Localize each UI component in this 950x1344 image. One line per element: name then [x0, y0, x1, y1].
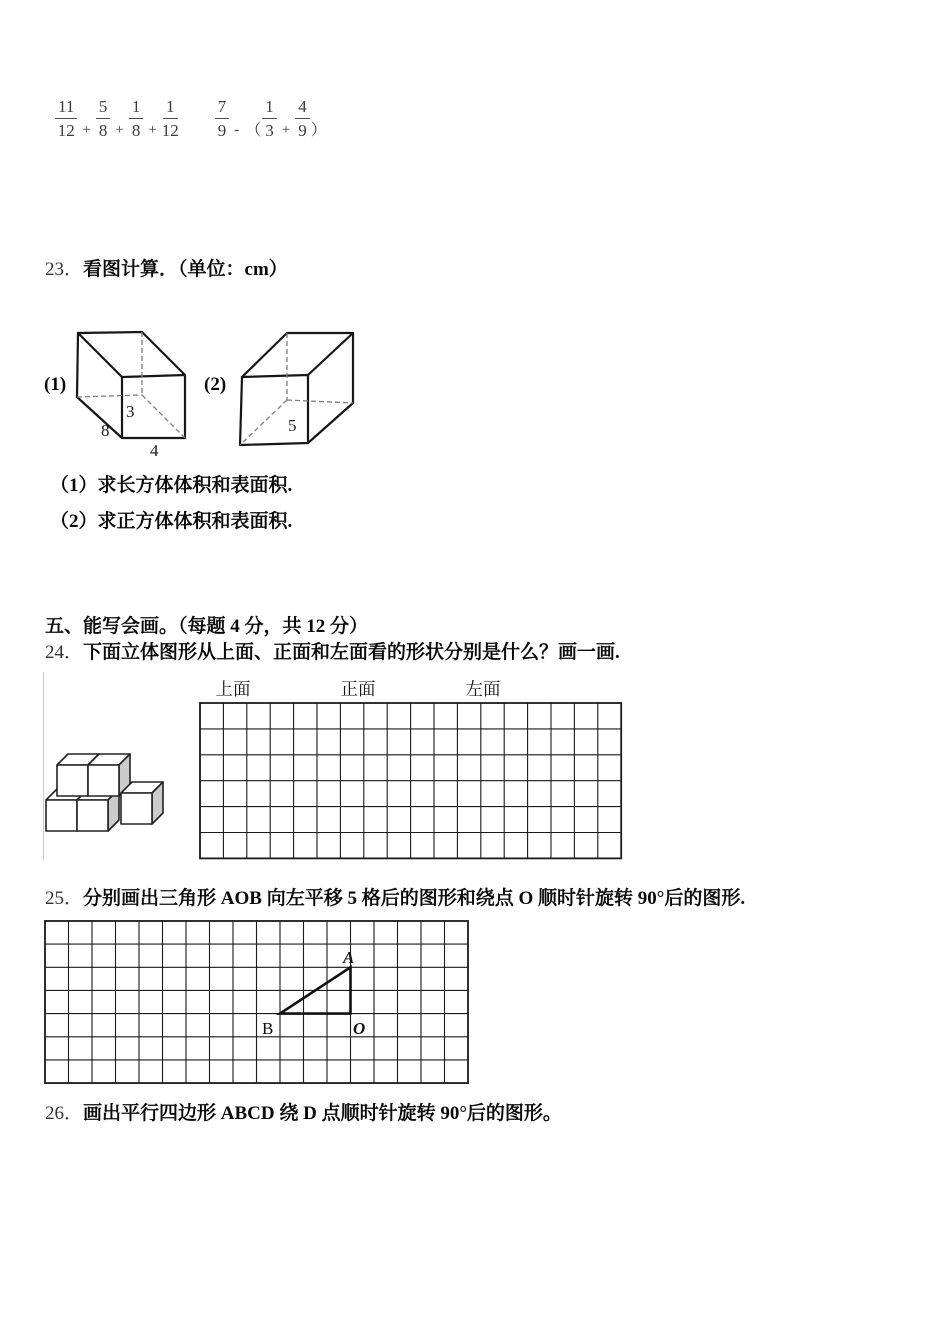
fraction	[55, 96, 77, 141]
fraction-denominator: 9	[298, 121, 307, 140]
left-paren: （	[245, 122, 262, 139]
fraction-numerator: 5	[96, 96, 111, 119]
cube-stack-figure	[40, 745, 175, 845]
figure-1-label: (1)	[44, 374, 67, 395]
plus-operator: +	[148, 122, 157, 138]
fraction	[96, 96, 111, 141]
question-25-line	[45, 887, 745, 911]
minus-operator: -	[234, 122, 240, 138]
question-23-figures	[40, 318, 380, 468]
fraction-denominator: 9	[217, 121, 227, 140]
fraction-expression-2	[215, 96, 328, 141]
triangle-aob-figure	[44, 920, 470, 1086]
question-26-number: 26．	[45, 1103, 84, 1124]
fraction-numerator: 1	[262, 96, 277, 119]
question-23-line	[45, 258, 288, 282]
fraction-numerator: 4	[295, 96, 310, 119]
fraction-numerator: 1	[129, 96, 144, 119]
plus-operator: +	[115, 122, 124, 138]
cuboid-width-label: 4	[150, 441, 159, 460]
fraction-denominator: 12	[57, 121, 75, 140]
question-23-number: 23．	[45, 259, 84, 280]
fraction-numerator: 11	[55, 96, 77, 119]
cuboid-height-label: 3	[126, 402, 135, 421]
view-label-left: 左面	[465, 679, 501, 699]
question-23-sub2-text: （2）求正方体体积和表面积.	[50, 511, 293, 532]
view-label-top: 上面	[215, 679, 251, 699]
section-5-header	[45, 615, 368, 639]
fraction-denominator: 12	[161, 121, 179, 140]
fraction	[215, 96, 230, 141]
question-25-text: 分别画出三角形 AOB 向左平移 5 格后的图形和绕点 O 顺时针旋转 90°后的图形.	[83, 888, 746, 909]
fraction	[129, 96, 144, 141]
fraction-numerator: 1	[163, 96, 178, 119]
cube-edge-label: 5	[288, 416, 297, 435]
question-24-number: 24．	[45, 642, 84, 663]
fraction-calculations	[55, 96, 328, 141]
fraction-denominator: 3	[265, 121, 274, 140]
vertex-a-label: A	[343, 948, 355, 967]
question-24-line	[45, 641, 620, 665]
vertex-o-label: O	[353, 1019, 366, 1038]
cuboid-depth-label: 8	[101, 421, 110, 440]
right-paren: ）	[310, 122, 327, 139]
triangle-aob	[280, 967, 351, 1013]
fraction-expression-1	[55, 96, 179, 141]
fraction-numerator: 7	[215, 96, 230, 119]
question-25-number: 25．	[45, 888, 84, 909]
question-26-line	[45, 1102, 562, 1126]
plus-operator: +	[82, 122, 91, 138]
figure-2-label: (2)	[204, 374, 227, 395]
fraction-denominator: 8	[98, 121, 108, 140]
question-24-drawing-grid	[199, 702, 623, 860]
question-24-text: 下面立体图形从上面、正面和左面看的形状分别是什么？画一画.	[83, 642, 620, 663]
fraction	[162, 96, 179, 141]
cube-front-right	[121, 782, 163, 824]
question-23-sub1-text: （1）求长方体体积和表面积.	[50, 475, 293, 496]
cuboid-figure	[77, 332, 185, 438]
question-26-text: 画出平行四边形 ABCD 绕 D 点顺时针旋转 90°后的图形。	[83, 1103, 562, 1124]
question-23-text: 看图计算．（单位：cm）	[83, 259, 288, 280]
question-23-sub1	[50, 474, 292, 498]
view-label-front: 正面	[340, 679, 376, 699]
fraction	[262, 96, 277, 141]
section-5-title: 五、能写会画。（每题 4 分，共 12 分）	[45, 616, 369, 637]
plus-operator: +	[281, 122, 291, 138]
question-23-sub2	[50, 510, 292, 534]
fraction	[295, 96, 310, 141]
fraction-denominator: 8	[131, 121, 141, 140]
vertex-b-label: B	[262, 1019, 274, 1038]
